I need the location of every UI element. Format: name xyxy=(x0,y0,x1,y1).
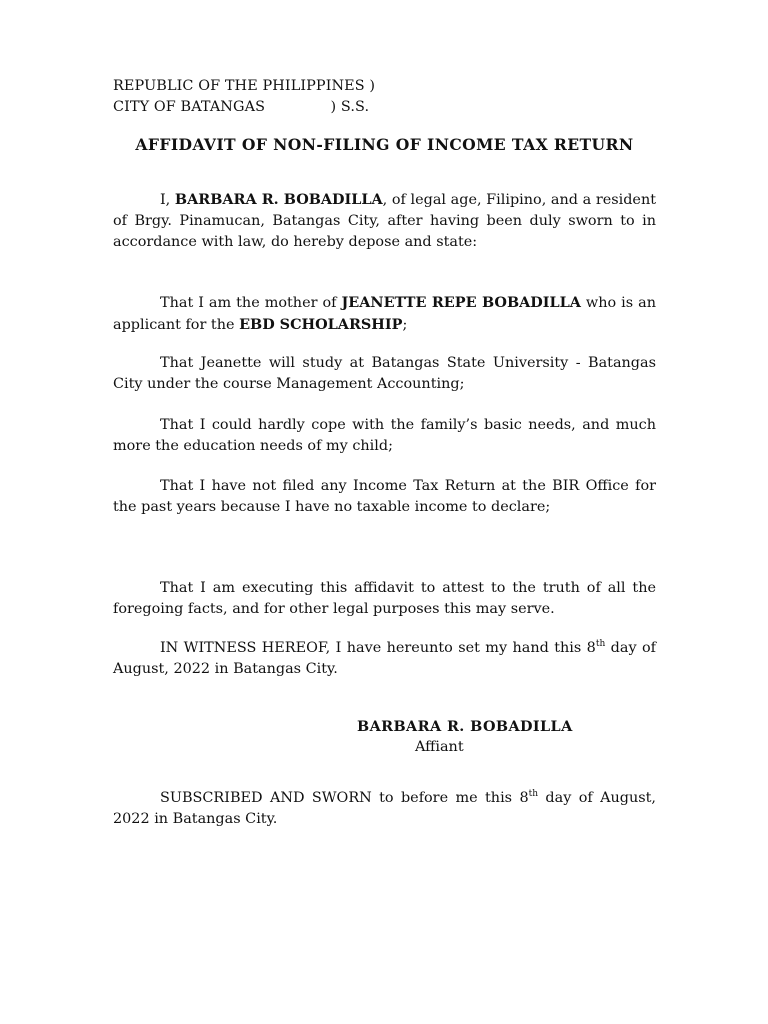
document-title: AFFIDAVIT OF NON-FILING OF INCOME TAX RETURN xyxy=(135,135,634,154)
jurat-text-start: SUBSCRIBED AND SWORN to before me this 8 xyxy=(160,790,529,806)
jurat-text-end: day of August, 2022 in Batangas City. xyxy=(113,790,656,827)
witness-text-start: IN WITNESS HEREOF, I have hereunto set my hand this 8 xyxy=(160,640,596,656)
affiant-name: BARBARA R. BOBADILLA xyxy=(174,191,383,208)
child-name: JEANETTE REPE BOBADILLA xyxy=(341,294,581,311)
paragraph-needs: That I could hardly cope with the family’s basic needs, and much more the education needs of my child; xyxy=(113,417,656,454)
scholarship-name: EBD SCHOLARSHIP xyxy=(239,316,403,333)
paragraph-relationship xyxy=(113,292,656,336)
jurat-ordinal-suffix: th xyxy=(528,789,539,800)
witness-text-end: day of August, 2022 in Batangas City. xyxy=(113,640,656,677)
signer-name: BARBARA R. BOBADILLA xyxy=(357,718,573,735)
paragraph-study: That Jeanette will study at Batangas State University - Batangas City under the course Management Accounting; xyxy=(113,355,656,392)
relationship-text-end: ; xyxy=(402,317,408,333)
intro-text-start: I, xyxy=(160,192,175,208)
paragraph-introduction xyxy=(113,189,656,253)
venue-block xyxy=(113,76,375,118)
paragraph-witness xyxy=(113,638,656,680)
signature-block xyxy=(357,716,597,758)
intro-text-end: , of legal age, Filipino, and a resident of Brgy. Pinamucan, Batangas City, after having been duly sworn to in accordance with law, do hereby depose and state: xyxy=(113,192,656,250)
witness-ordinal-suffix: th xyxy=(595,639,606,650)
paragraph-jurat xyxy=(113,788,656,830)
relationship-text-middle: who is an applicant for the xyxy=(113,295,656,333)
venue-country: REPUBLIC OF THE PHILIPPINES ) xyxy=(113,78,376,94)
paragraph-purpose: That I am executing this affidavit to attest to the truth of all the foregoing facts, and for other legal purposes this may serve. xyxy=(113,580,656,617)
venue-city: CITY OF BATANGAS ) S.S. xyxy=(113,99,370,115)
relationship-text-start: That I am the mother of xyxy=(160,295,342,311)
signer-role: Affiant xyxy=(415,739,464,755)
paragraph-itr: That I have not filed any Income Tax Return at the BIR Office for the past years because I have no taxable income to declare; xyxy=(113,478,656,515)
